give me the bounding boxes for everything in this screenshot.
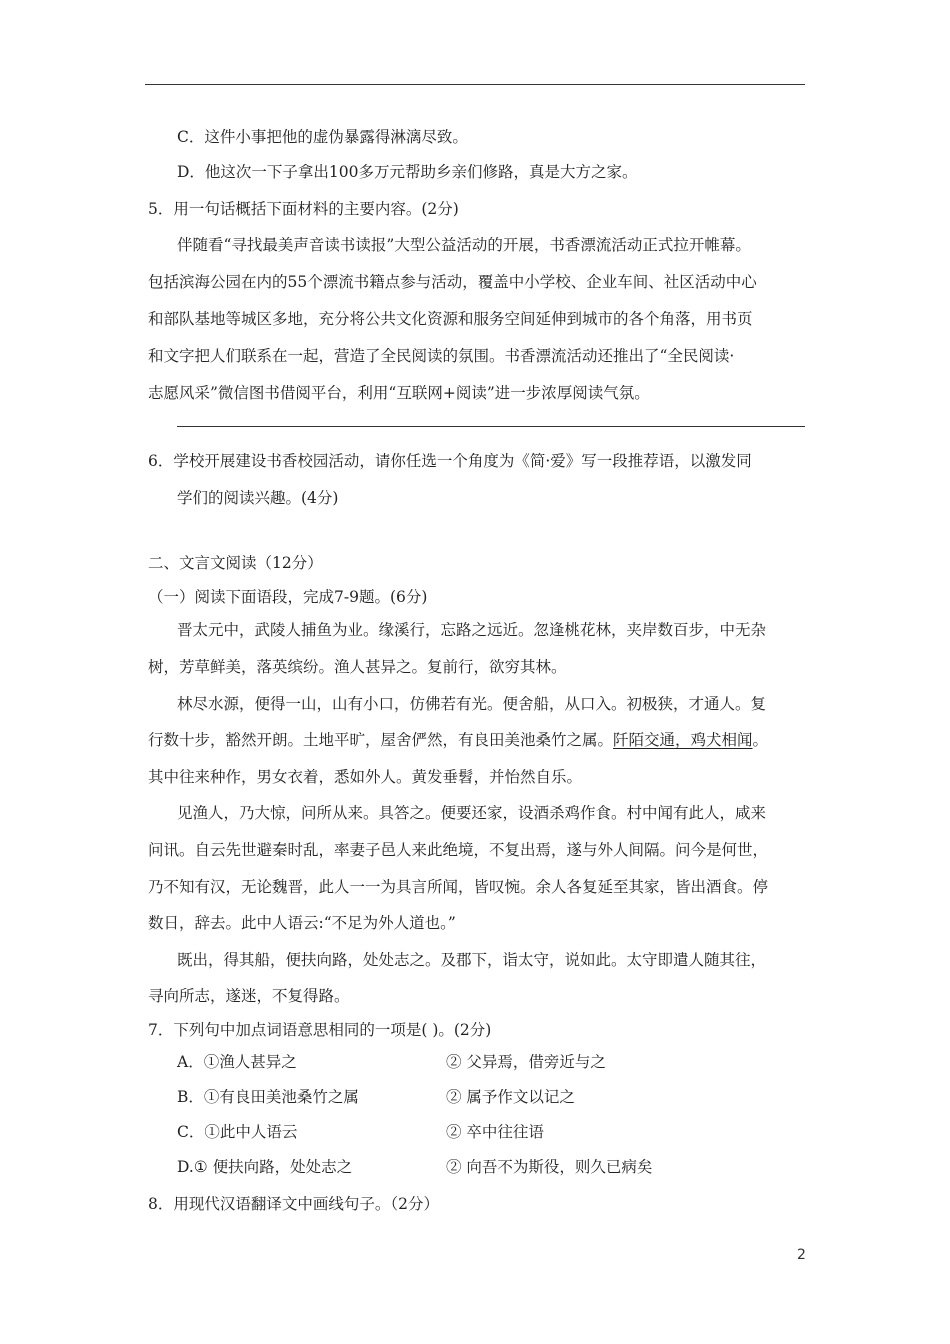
q5-material-line: 伴随看“寻找最美声音读书读报”大型公益活动的开展，书香漂流活动正式拉开帷幕。 xyxy=(177,236,751,254)
passage-text: 行数十步，豁然开朗。土地平旷，屋舍俨然，有良田美池桑竹之属。 xyxy=(148,731,614,749)
answer-line xyxy=(177,426,805,427)
q5-stem: 5．用一句话概括下面材料的主要内容。(2分) xyxy=(148,200,459,218)
passage-line: 寻向所志，遂迷，不复得路。 xyxy=(148,987,350,1005)
option-c-text: C．这件小事把他的虚伪暴露得淋漓尽致。 xyxy=(177,128,468,146)
passage-line: 其中往来种作，男女衣着，悉如外人。黄发垂髫，并怡然自乐。 xyxy=(148,768,583,786)
q5-material-line: 志愿风采”微信图书借阅平台，利用“互联网+阅读”进一步浓厚阅读气氛。 xyxy=(148,384,650,402)
option-d-text: D．他这次一下子拿出100多万元帮助乡亲们修路，真是大方之家。 xyxy=(177,163,638,181)
passage-line: 见渔人，乃大惊，问所从来。具答之。便要还家，设酒杀鸡作食。村中闻有此人，咸来 xyxy=(177,804,767,822)
q8-stem: 8．用现代汉语翻译文中画线句子。（2分） xyxy=(148,1195,439,1213)
passage-line: 林尽水源，便得一山，山有小口，仿佛若有光。便舍船，从口入。初极狭，才通人。复 xyxy=(177,695,767,713)
q7-option: D.① 便扶向路，处处志之 xyxy=(177,1158,353,1176)
q7-option: B．①有良田美池桑竹之属 xyxy=(177,1088,359,1106)
passage-text: 。 xyxy=(752,731,769,749)
q7-option: C．①此中人语云 xyxy=(177,1123,298,1141)
top-rule xyxy=(145,84,805,85)
passage-line: 问讯。自云先世避秦时乱，率妻子邑人来此绝境，不复出焉，遂与外人间隔。问今是何世， xyxy=(148,841,769,859)
underlined-sentence: 阡陌交通，鸡犬相闻 xyxy=(613,731,753,749)
page-number: 2 xyxy=(797,1247,806,1263)
q7-option: ② 父异焉，借旁近与之 xyxy=(446,1053,606,1071)
section-subtitle: （一）阅读下面语段，完成7-9题。(6分) xyxy=(148,588,428,606)
passage-line: 树，芳草鲜美，落英缤纷。渔人甚异之。复前行，欲穷其林。 xyxy=(148,658,567,676)
q7-option: ② 向吾不为斯役，则久已病矣 xyxy=(446,1158,653,1176)
q7-option: ② 卒中往往语 xyxy=(446,1123,544,1141)
passage-line: 数日，辞去。此中人语云:“不足为外人道也。” xyxy=(148,914,456,932)
q5-material-line: 包括滨海公园在内的55个漂流书籍点参与活动，覆盖中小学校、企业车间、社区活动中心 xyxy=(148,273,757,291)
section-title: 二、文言文阅读（12分） xyxy=(148,554,323,572)
passage-line xyxy=(148,728,768,750)
q7-stem: 7．下列句中加点词语意思相同的一项是( )。(2分) xyxy=(148,1021,492,1039)
q7-option: ② 属予作文以记之 xyxy=(446,1088,575,1106)
q5-material-line: 和文字把人们联系在一起，营造了全民阅读的氛围。书香漂流活动还推出了“全民阅读· xyxy=(148,347,735,365)
q7-option: A．①渔人甚异之 xyxy=(177,1053,297,1071)
q5-material-line: 和部队基地等城区多地，充分将公共文化资源和服务空间延伸到城市的各个角落，用书页 xyxy=(148,310,753,328)
passage-line: 乃不知有汉，无论魏晋，此人一一为具言所闻，皆叹惋。余人各复延至其家，皆出酒食。停 xyxy=(148,878,769,896)
passage-line: 晋太元中，武陵人捕鱼为业。缘溪行，忘路之远近。忽逢桃花林，夹岸数百步，中无杂 xyxy=(177,621,767,639)
q6-stem-cont: 学们的阅读兴趣。(4分) xyxy=(177,489,339,507)
passage-line: 既出，得其船，便扶向路，处处志之。及郡下，诣太守，说如此。太守即遣人随其往， xyxy=(177,951,767,969)
q6-stem: 6．学校开展建设书香校园活动，请你任选一个角度为《简·爱》写一段推荐语，以激发同 xyxy=(148,452,752,470)
